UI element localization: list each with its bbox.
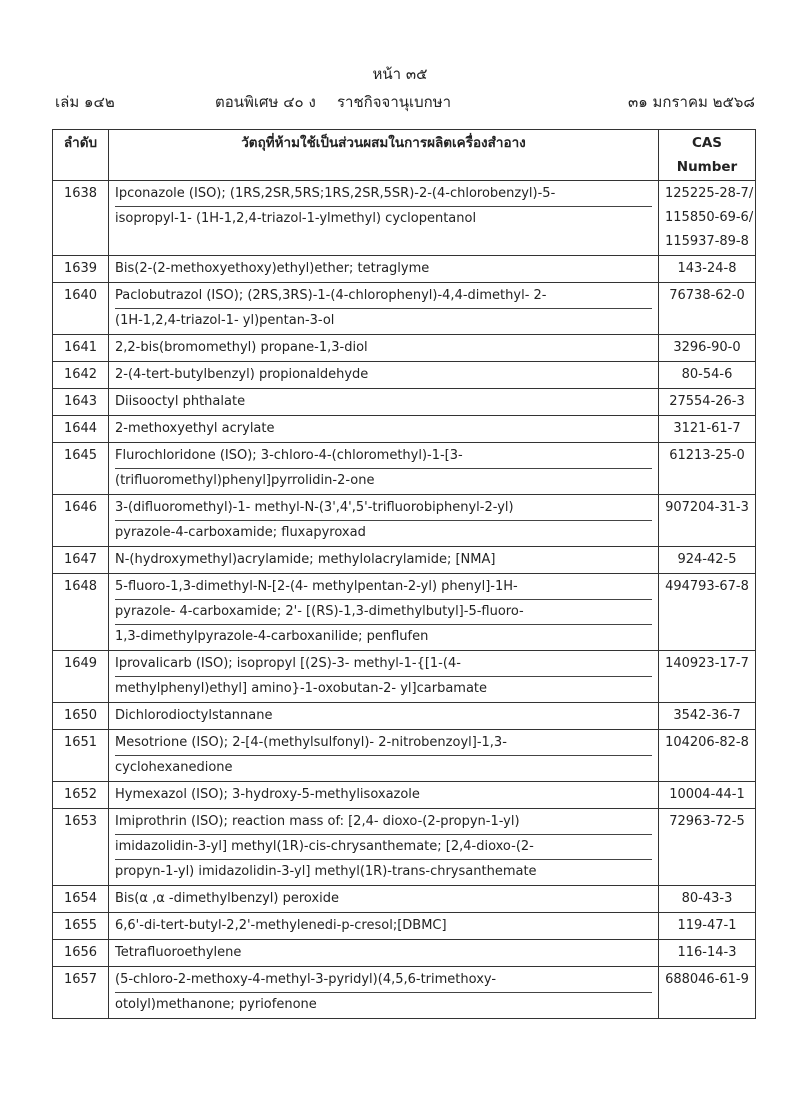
table-row — [53, 730, 756, 782]
substance-name — [109, 730, 659, 782]
cas-number-line: 116-14-3 — [677, 945, 737, 960]
cas-number — [659, 703, 756, 730]
gazette-header — [55, 90, 755, 112]
substance-name-line: Bis(α ,α -dimethylbenzyl) peroxide — [115, 891, 340, 906]
substance-name — [109, 443, 659, 495]
order-number: 1638 — [53, 181, 109, 256]
cas-number-line: 10004-44-1 — [669, 787, 745, 802]
substance-name — [109, 782, 659, 809]
cas-number-line: 3296-90-0 — [673, 340, 741, 355]
substance-name-line: N-(hydroxymethyl)acrylamide; methylolacrylamide; [NMA] — [115, 552, 496, 567]
table-row — [53, 256, 756, 283]
substance-name — [109, 886, 659, 913]
order-number: 1642 — [53, 362, 109, 389]
cas-number-line: 115937-89-8 — [665, 234, 749, 249]
substance-name — [109, 335, 659, 362]
substance-name — [109, 940, 659, 967]
cas-number — [659, 809, 756, 886]
substance-name-line: Dichlorodioctylstannane — [115, 708, 273, 723]
order-number: 1652 — [53, 782, 109, 809]
order-number: 1653 — [53, 809, 109, 886]
substance-name — [109, 574, 659, 651]
substance-name — [109, 283, 659, 335]
cas-number-line: 907204-31-3 — [665, 500, 749, 515]
volume-label: เล่ม ๑๔๒ — [55, 93, 115, 111]
gazette-title: ราชกิจจานุเบกษา — [337, 93, 452, 111]
substance-name — [109, 703, 659, 730]
page-number: หน้า ๓๕ — [372, 65, 428, 83]
substance-name-line: Imiprothrin (ISO); reaction mass of: [2,4- dioxo-(2-propyn-1-yl) — [115, 810, 652, 835]
substance-name — [109, 651, 659, 703]
substance-name-line: 6,6'-di-tert-butyl-2,2'-methylenedi-p-cresol;[DBMC] — [115, 918, 447, 933]
cas-number — [659, 362, 756, 389]
issue-date: ๓๑ มกราคม ๒๕๖๘ — [627, 93, 755, 111]
cas-number-line: 125225-28-7/ — [665, 186, 754, 201]
order-number: 1651 — [53, 730, 109, 782]
cas-number — [659, 940, 756, 967]
substance-name-line: Ipconazole (ISO); (1RS,2SR,5RS;1RS,2SR,5SR)-2-(4-chlorobenzyl)-5- — [115, 182, 652, 207]
cas-number — [659, 651, 756, 703]
table-header-row — [53, 130, 756, 181]
cas-number-line: 140923-17-7 — [665, 656, 749, 671]
table-row — [53, 703, 756, 730]
table-row — [53, 443, 756, 495]
substance-name-line: Iprovalicarb (ISO); isopropyl [(2S)-3- methyl-1-{[1-(4- — [115, 652, 652, 677]
cas-number — [659, 886, 756, 913]
section-label: ตอนพิเศษ ๔๐ ง — [215, 93, 316, 111]
substance-name-line: Hymexazol (ISO); 3-hydroxy-5-methylisoxazole — [115, 787, 420, 802]
order-number: 1645 — [53, 443, 109, 495]
substance-name-line: (trifluoromethyl)phenyl]pyrrolidin-2-one — [115, 473, 375, 488]
substance-name — [109, 913, 659, 940]
table-row — [53, 940, 756, 967]
cas-number — [659, 389, 756, 416]
column-header-cas: CAS Number — [659, 130, 756, 181]
substance-name-line: otolyl)methanone; pyriofenone — [115, 997, 317, 1012]
substance-name — [109, 181, 659, 256]
table-row — [53, 651, 756, 703]
table-row — [53, 362, 756, 389]
substance-name — [109, 809, 659, 886]
table-row — [53, 886, 756, 913]
cas-number — [659, 416, 756, 443]
cas-number-line: 80-43-3 — [681, 891, 733, 906]
cas-number-line: 494793-67-8 — [665, 579, 749, 594]
table-row — [53, 913, 756, 940]
substance-name-line: Bis(2-(2-methoxyethoxy)ethyl)ether; tetraglyme — [115, 261, 430, 276]
substance-name — [109, 389, 659, 416]
cas-number-line: 80-54-6 — [681, 367, 733, 382]
column-header-substance: วัตถุที่ห้ามใช้เป็นส่วนผสมในการผลิตเครื่องสำอาง — [109, 130, 659, 181]
substance-name-line: methylphenyl)ethyl] amino}-1-oxobutan-2- yl]carbamate — [115, 681, 488, 696]
order-number: 1647 — [53, 547, 109, 574]
order-number: 1640 — [53, 283, 109, 335]
substance-name — [109, 495, 659, 547]
cas-number — [659, 782, 756, 809]
order-number: 1655 — [53, 913, 109, 940]
table-row — [53, 967, 756, 1019]
cas-number — [659, 547, 756, 574]
cas-number-line: 76738-62-0 — [669, 288, 745, 303]
cas-number — [659, 443, 756, 495]
substance-table — [52, 129, 756, 1019]
substance-name-line: 3-(difluoromethyl)-1- methyl-N-(3',4',5'-trifluorobiphenyl-2-yl) — [115, 496, 652, 521]
cas-number-line: 27554-26-3 — [669, 394, 745, 409]
cas-number-line: 115850-69-6/ — [665, 210, 754, 225]
table-row — [53, 335, 756, 362]
cas-number-line: 72963-72-5 — [669, 814, 745, 829]
cas-number-line: 119-47-1 — [677, 918, 737, 933]
cas-number — [659, 913, 756, 940]
order-number: 1643 — [53, 389, 109, 416]
order-number: 1656 — [53, 940, 109, 967]
order-number: 1639 — [53, 256, 109, 283]
substance-name — [109, 547, 659, 574]
substance-name-line: imidazolidin-3-yl] methyl(1R)-cis-chrysanthemate; [2,4-dioxo-(2- — [115, 835, 652, 860]
cas-number — [659, 574, 756, 651]
table-row — [53, 574, 756, 651]
table-row — [53, 495, 756, 547]
cas-number-line: 3121-61-7 — [673, 421, 741, 436]
substance-name-line: isopropyl-1- (1H-1,2,4-triazol-1-ylmethyl) cyclopentanol — [115, 211, 477, 226]
substance-name-line: 1,3-dimethylpyrazole-4-carboxanilide; penflufen — [115, 629, 429, 644]
cas-number — [659, 495, 756, 547]
substance-name — [109, 416, 659, 443]
substance-name-line: Diisooctyl phthalate — [115, 394, 246, 409]
substance-name-line: 2,2-bis(bromomethyl) propane-1,3-diol — [115, 340, 368, 355]
cas-number-line: 143-24-8 — [677, 261, 737, 276]
order-number: 1646 — [53, 495, 109, 547]
table-row — [53, 181, 756, 256]
substance-name-line: 2-methoxyethyl acrylate — [115, 421, 275, 436]
cas-number-line: 3542-36-7 — [673, 708, 741, 723]
substance-name-line: 2-(4-tert-butylbenzyl) propionaldehyde — [115, 367, 369, 382]
cas-number — [659, 256, 756, 283]
order-number: 1654 — [53, 886, 109, 913]
table-row — [53, 547, 756, 574]
order-number: 1648 — [53, 574, 109, 651]
order-number: 1650 — [53, 703, 109, 730]
table-row — [53, 782, 756, 809]
column-header-order: ลำดับ — [53, 130, 109, 181]
cas-number — [659, 730, 756, 782]
cas-number-line: 61213-25-0 — [669, 448, 745, 463]
cas-number-line: 104206-82-8 — [665, 735, 749, 750]
table-row — [53, 809, 756, 886]
substance-name-line: pyrazole-4-carboxamide; fluxapyroxad — [115, 525, 366, 540]
substance-name — [109, 967, 659, 1019]
substance-name-line: Mesotrione (ISO); 2-[4-(methylsulfonyl)- 2-nitrobenzoyl]-1,3- — [115, 731, 652, 756]
substance-name-line: cyclohexanedione — [115, 760, 233, 775]
order-number: 1657 — [53, 967, 109, 1019]
substance-name-line: pyrazole- 4-carboxamide; 2'- [(RS)-1,3-dimethylbutyl]-5-fluoro- — [115, 600, 652, 625]
cas-number-line: 924-42-5 — [677, 552, 737, 567]
table-row — [53, 283, 756, 335]
cas-number — [659, 283, 756, 335]
cas-number — [659, 967, 756, 1019]
order-number: 1649 — [53, 651, 109, 703]
cas-number — [659, 335, 756, 362]
substance-name-line: (1H-1,2,4-triazol-1- yl)pentan-3-ol — [115, 313, 335, 328]
order-number: 1641 — [53, 335, 109, 362]
substance-name — [109, 256, 659, 283]
table-row — [53, 416, 756, 443]
cas-number-line: 688046-61-9 — [665, 972, 749, 987]
substance-name-line: 5-fluoro-1,3-dimethyl-N-[2-(4- methylpentan-2-yl) phenyl]-1H- — [115, 575, 652, 600]
order-number: 1644 — [53, 416, 109, 443]
substance-name-line: (5-chloro-2-methoxy-4-methyl-3-pyridyl)(4,5,6-trimethoxy- — [115, 968, 652, 993]
table-row — [53, 389, 756, 416]
substance-name — [109, 362, 659, 389]
substance-name-line: Paclobutrazol (ISO); (2RS,3RS)-1-(4-chlorophenyl)-4,4-dimethyl- 2- — [115, 284, 652, 309]
substance-name-line: propyn-1-yl) imidazolidin-3-yl] methyl(1R)-trans-chrysanthemate — [115, 864, 537, 879]
substance-name-line: Tetrafluoroethylene — [115, 945, 242, 960]
substance-name-line: Flurochloridone (ISO); 3-chloro-4-(chloromethyl)-1-[3- — [115, 444, 652, 469]
table-body — [53, 181, 756, 1019]
cas-number — [659, 181, 756, 256]
